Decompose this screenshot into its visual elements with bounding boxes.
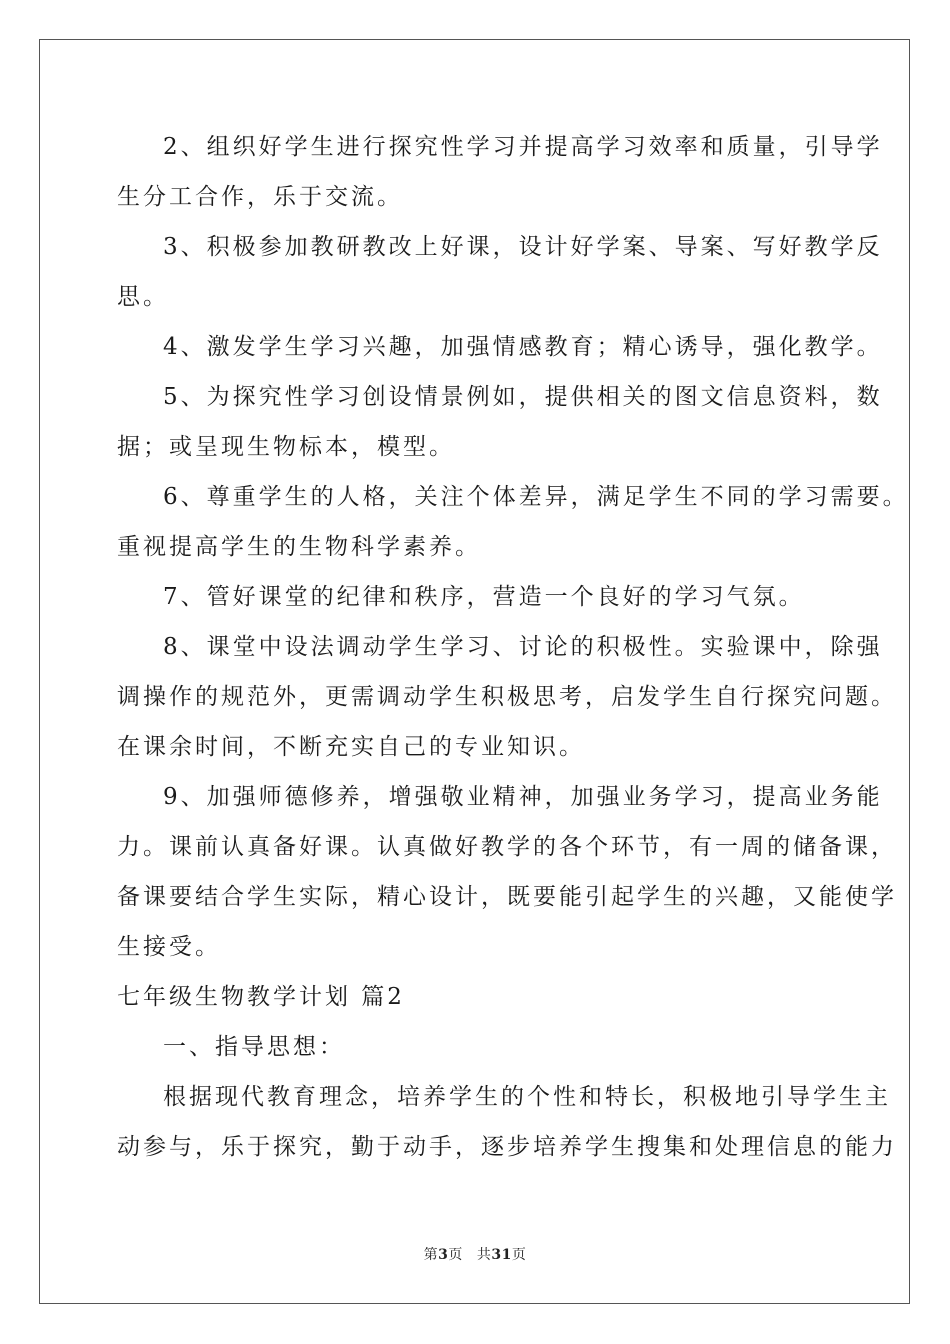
text-line: 7、管好课堂的纪律和秩序，营造一个良好的学习气氛。 xyxy=(163,584,805,610)
text-line: 3、积极参加教研教改上好课，设计好学案、导案、写好教学反 xyxy=(163,234,883,260)
text-line: 力。课前认真备好课。认真做好教学的各个环节，有一周的储备课， xyxy=(117,834,897,860)
section-heading: 七年级生物教学计划 篇2 xyxy=(117,984,405,1010)
text-line: 动参与，乐于探究，勤于动手，逐步培养学生搜集和处理信息的能力 xyxy=(117,1134,897,1160)
document-body xyxy=(117,122,909,1172)
page-mid: 页 xyxy=(448,1247,463,1263)
text-line: 生接受。 xyxy=(117,934,221,960)
text-line: 4、激发学生学习兴趣，加强情感教育；精心诱导，强化教学。 xyxy=(163,334,883,360)
text-line: 生分工合作，乐于交流。 xyxy=(117,184,403,210)
text-line: 调操作的规范外，更需调动学生积极思考，启发学生自行探究问题。 xyxy=(117,684,897,710)
total-prefix: 共 xyxy=(476,1247,492,1263)
page-footer xyxy=(0,1244,950,1264)
page-current: 3 xyxy=(438,1247,449,1263)
text-line: 备课要结合学生实际，精心设计，既要能引起学生的兴趣，又能使学 xyxy=(117,884,897,910)
text-line: 根据现代教育理念，培养学生的个性和特长，积极地引导学生主 xyxy=(163,1084,891,1110)
subsection-heading: 一、指导思想： xyxy=(163,1034,345,1060)
text-line: 6、尊重学生的人格，关注个体差异，满足学生不同的学习需要。 xyxy=(163,484,909,510)
text-line: 2、组织好学生进行探究性学习并提高学习效率和质量，引导学 xyxy=(163,134,883,160)
text-line: 8、课堂中设法调动学生学习、讨论的积极性。实验课中，除强 xyxy=(163,634,883,660)
text-line: 据；或呈现生物标本，模型。 xyxy=(117,434,455,460)
text-line: 在课余时间，不断充实自己的专业知识。 xyxy=(117,734,585,760)
total-suffix: 页 xyxy=(511,1247,527,1263)
text-line: 思。 xyxy=(117,284,169,310)
text-line: 重视提高学生的生物科学素养。 xyxy=(117,534,481,560)
page-prefix: 第 xyxy=(423,1247,439,1263)
text-line: 5、为探究性学习创设情景例如，提供相关的图文信息资料，数 xyxy=(163,384,883,410)
page-total: 31 xyxy=(491,1247,512,1263)
text-line: 9、加强师德修养，增强敬业精神，加强业务学习，提高业务能 xyxy=(163,784,883,810)
